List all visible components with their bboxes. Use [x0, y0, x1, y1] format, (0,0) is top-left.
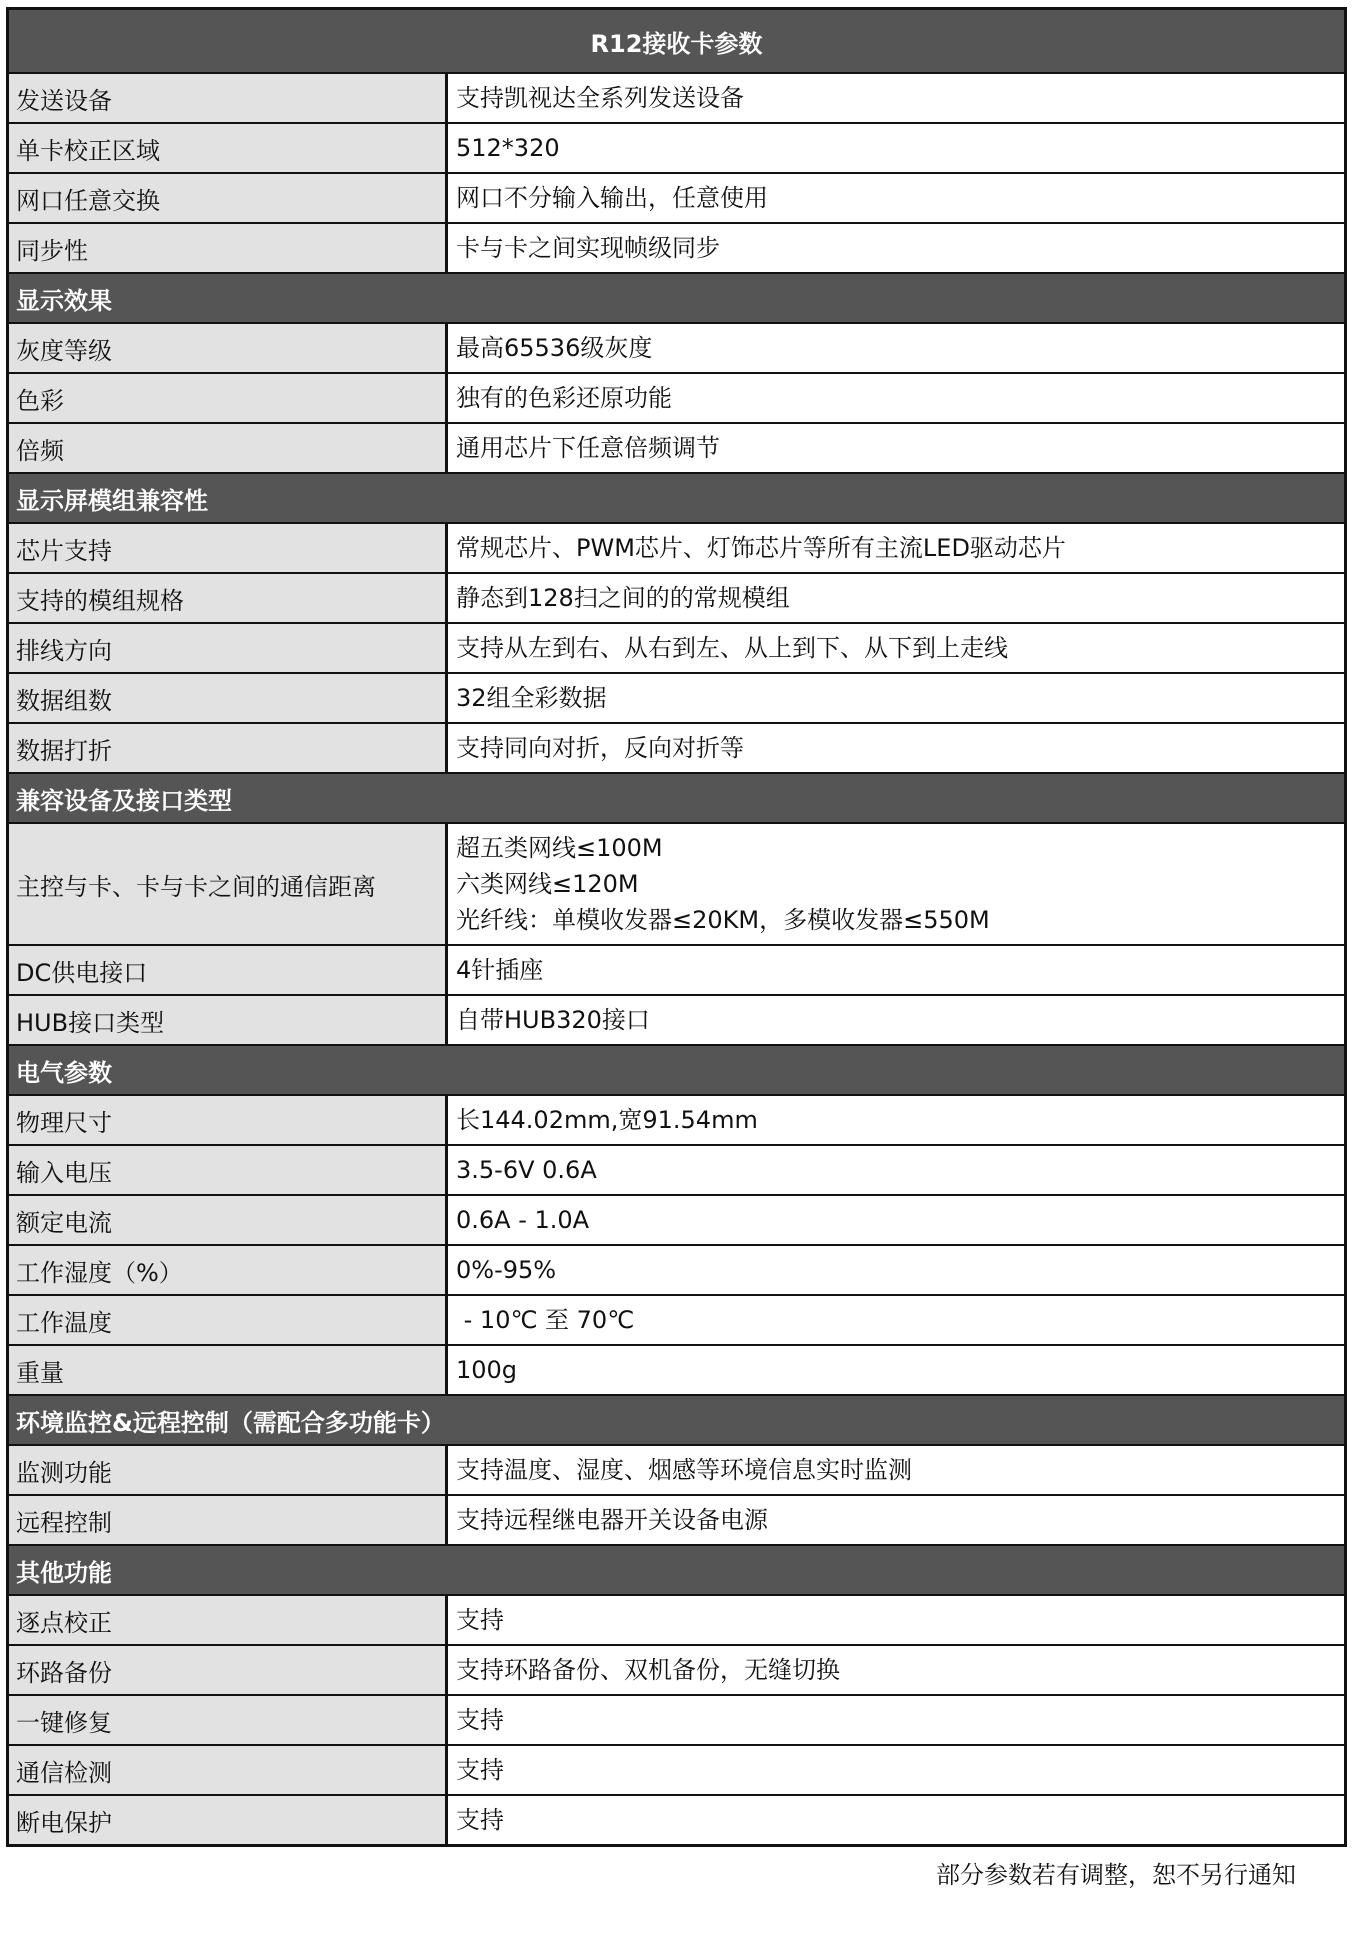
- param-label: [9, 1296, 448, 1344]
- param-value-text: 支持同向对折，反向对折等: [456, 734, 744, 762]
- param-label: [9, 1346, 448, 1394]
- param-label-text: 单卡校正区域: [16, 136, 160, 165]
- param-label-text: 芯片支持: [16, 536, 112, 565]
- table-row: [9, 1294, 1344, 1344]
- param-label: [9, 1496, 448, 1544]
- table-row: [9, 1194, 1344, 1244]
- param-value-text: 支持温度、湿度、烟感等环境信息实时监测: [456, 1456, 912, 1484]
- param-label: [9, 124, 448, 172]
- param-label-text: DC供电接口: [16, 958, 148, 987]
- param-label: [9, 74, 448, 122]
- param-label-text: 工作温度: [16, 1308, 112, 1337]
- param-value: [448, 324, 1344, 372]
- param-label: [9, 824, 448, 944]
- param-value-text: - 10℃ 至 70℃: [456, 1306, 635, 1334]
- param-value-text: 独有的色彩还原功能: [456, 384, 672, 412]
- param-value: [448, 1146, 1344, 1194]
- param-value: [448, 1246, 1344, 1294]
- param-label-text: 主控与卡、卡与卡之间的通信距离: [16, 872, 376, 901]
- param-label-text: 排线方向: [16, 636, 112, 665]
- table-row: [9, 1594, 1344, 1644]
- param-value-text: 支持: [456, 1756, 504, 1784]
- param-value: [448, 1696, 1344, 1744]
- param-value-line: 六类网线≤120M: [456, 870, 639, 898]
- param-label: [9, 324, 448, 372]
- table-row: [9, 372, 1344, 422]
- param-value: [448, 124, 1344, 172]
- param-label: [9, 1446, 448, 1494]
- section-label: 其他功能: [16, 1558, 112, 1587]
- param-label: [9, 1596, 448, 1644]
- param-label: [9, 1146, 448, 1194]
- table-row: [9, 572, 1344, 622]
- param-label-text: 监测功能: [16, 1458, 112, 1487]
- param-value-text: 最高65536级灰度: [456, 334, 653, 362]
- table-row: [9, 1444, 1344, 1494]
- param-label: [9, 1196, 448, 1244]
- param-label-text: 数据打折: [16, 736, 112, 765]
- param-value: [448, 574, 1344, 622]
- param-value-text: 支持: [456, 1806, 504, 1834]
- param-value-line: 超五类网线≤100M: [456, 834, 663, 862]
- param-value-text: 支持远程继电器开关设备电源: [456, 1506, 768, 1534]
- table-row: [9, 422, 1344, 472]
- section-label: 电气参数: [16, 1058, 112, 1087]
- section-header: [9, 1044, 1344, 1094]
- table-row: [9, 72, 1344, 122]
- param-label-text: 逐点校正: [16, 1608, 112, 1637]
- param-value-text: 自带HUB320接口: [456, 1006, 650, 1034]
- table-row: [9, 672, 1344, 722]
- section-header: [9, 1544, 1344, 1594]
- table-row: [9, 322, 1344, 372]
- table-row: [9, 1794, 1344, 1844]
- table-row: [9, 122, 1344, 172]
- section-header: [9, 1394, 1344, 1444]
- section-label: 显示效果: [16, 286, 112, 315]
- param-value-text: 支持: [456, 1706, 504, 1734]
- table-row: [9, 1244, 1344, 1294]
- param-value: [448, 424, 1344, 472]
- param-label-text: 远程控制: [16, 1508, 112, 1537]
- param-value: [448, 1596, 1344, 1644]
- param-label-text: 灰度等级: [16, 336, 112, 365]
- param-label: [9, 424, 448, 472]
- param-label-text: 输入电压: [16, 1158, 112, 1187]
- param-value: [448, 1446, 1344, 1494]
- param-label-text: 色彩: [16, 386, 64, 415]
- table-row: [9, 1344, 1344, 1394]
- param-label: [9, 174, 448, 222]
- section-header: [9, 472, 1344, 522]
- table-row: [9, 172, 1344, 222]
- section-label: 显示屏模组兼容性: [16, 486, 208, 515]
- param-value: [448, 946, 1344, 994]
- param-value: [448, 1496, 1344, 1544]
- section-label: 环境监控&远程控制（需配合多功能卡）: [16, 1408, 445, 1437]
- table-title-text: R12接收卡参数: [590, 29, 763, 58]
- param-value-text: 支持环路备份、双机备份，无缝切换: [456, 1656, 840, 1684]
- param-label-text: 额定电流: [16, 1208, 112, 1237]
- section-header: [9, 272, 1344, 322]
- param-label-text: 物理尺寸: [16, 1108, 112, 1137]
- table-row: [9, 722, 1344, 772]
- param-label: [9, 224, 448, 272]
- param-value-text: 卡与卡之间实现帧级同步: [456, 234, 720, 262]
- param-value-text: 支持: [456, 1606, 504, 1634]
- param-value: [448, 1096, 1344, 1144]
- param-label-text: 断电保护: [16, 1808, 112, 1837]
- param-value: [448, 996, 1344, 1044]
- table-row: [9, 994, 1344, 1044]
- param-value-text: 512*320: [456, 134, 560, 162]
- param-label: [9, 574, 448, 622]
- table-row: [9, 522, 1344, 572]
- param-label-text: 一键修复: [16, 1708, 112, 1737]
- param-value: [448, 624, 1344, 672]
- param-label-text: 发送设备: [16, 86, 112, 115]
- table-row: [9, 1144, 1344, 1194]
- param-label: [9, 724, 448, 772]
- param-label-text: 重量: [16, 1358, 64, 1387]
- table-title: [9, 10, 1344, 72]
- table-row: [9, 944, 1344, 994]
- param-value: [448, 1346, 1344, 1394]
- param-label: [9, 624, 448, 672]
- param-value-line: 光纤线：单模收发器≤20KM，多模收发器≤550M: [456, 906, 990, 934]
- param-label: [9, 1646, 448, 1694]
- param-value-text: 静态到128扫之间的的常规模组: [456, 584, 790, 612]
- table-row: [9, 222, 1344, 272]
- param-label: [9, 1746, 448, 1794]
- param-label: [9, 674, 448, 722]
- param-label: [9, 1096, 448, 1144]
- param-value: [448, 1196, 1344, 1244]
- section-label: 兼容设备及接口类型: [16, 786, 232, 815]
- table-row: [9, 1094, 1344, 1144]
- table-row: [9, 1644, 1344, 1694]
- param-value-text: 长144.02mm,宽91.54mm: [456, 1106, 758, 1134]
- param-value: [448, 724, 1344, 772]
- param-value: [448, 674, 1344, 722]
- param-label-text: 通信检测: [16, 1758, 112, 1787]
- param-value: [448, 824, 1344, 944]
- param-value-text: 支持凯视达全系列发送设备: [456, 84, 744, 112]
- param-value: [448, 1646, 1344, 1694]
- param-value: [448, 524, 1344, 572]
- param-value-text: 网口不分输入输出，任意使用: [456, 184, 768, 212]
- spec-table: [6, 7, 1347, 1847]
- param-value-text: 3.5-6V 0.6A: [456, 1156, 597, 1184]
- param-label-text: 同步性: [16, 236, 88, 265]
- param-value-text: 通用芯片下任意倍频调节: [456, 434, 720, 462]
- footnote: 部分参数若有调整，恕不另行通知: [936, 1861, 1296, 1889]
- param-value-text: 100g: [456, 1356, 518, 1384]
- table-row: [9, 1494, 1344, 1544]
- param-value-text: 常规芯片、PWM芯片、灯饰芯片等所有主流LED驱动芯片: [456, 534, 1066, 562]
- param-label: [9, 1796, 448, 1844]
- param-value: [448, 224, 1344, 272]
- param-value-text: 0.6A - 1.0A: [456, 1206, 590, 1234]
- param-label: [9, 1246, 448, 1294]
- param-value: [448, 1746, 1344, 1794]
- param-label: [9, 946, 448, 994]
- param-value-text: 0%-95%: [456, 1256, 557, 1284]
- param-value-text: 32组全彩数据: [456, 684, 607, 712]
- param-label: [9, 1696, 448, 1744]
- param-value: [448, 1796, 1344, 1844]
- param-value: [448, 74, 1344, 122]
- section-header: [9, 772, 1344, 822]
- param-label: [9, 374, 448, 422]
- table-row: [9, 622, 1344, 672]
- param-label-text: 工作湿度（%）: [16, 1258, 183, 1287]
- param-value: [448, 374, 1344, 422]
- table-row: [9, 1694, 1344, 1744]
- param-label-text: 支持的模组规格: [16, 586, 184, 615]
- param-label: [9, 996, 448, 1044]
- table-row: [9, 822, 1344, 944]
- param-value: [448, 174, 1344, 222]
- param-label-text: 环路备份: [16, 1658, 112, 1687]
- param-label: [9, 524, 448, 572]
- param-label-text: HUB接口类型: [16, 1008, 165, 1037]
- param-label-text: 网口任意交换: [16, 186, 160, 215]
- table-row: [9, 1744, 1344, 1794]
- param-value: [448, 1296, 1344, 1344]
- param-value-text: 支持从左到右、从右到左、从上到下、从下到上走线: [456, 634, 1008, 662]
- param-label-text: 数据组数: [16, 686, 112, 715]
- param-value-text: 4针插座: [456, 956, 544, 984]
- param-label-text: 倍频: [16, 436, 64, 465]
